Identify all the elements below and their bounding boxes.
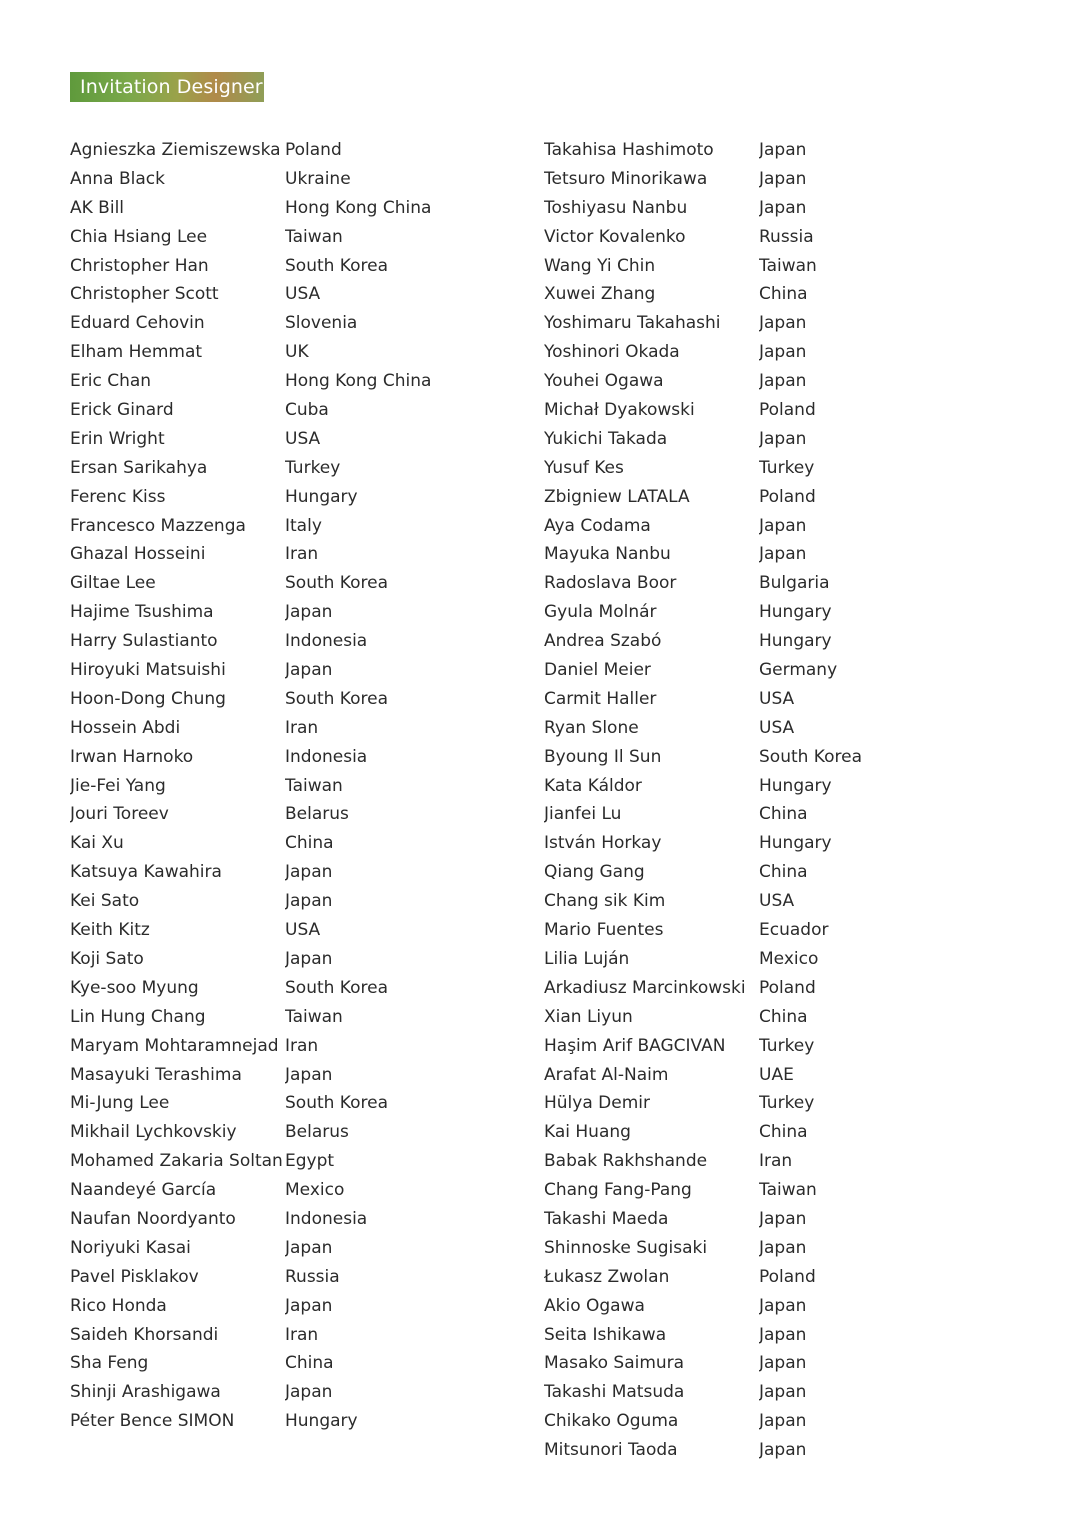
designer-row (544, 338, 959, 367)
designer-name: Maryam Mohtaramnejad (70, 1035, 279, 1056)
designer-country: USA (285, 428, 321, 449)
designer-country: South Korea (285, 573, 389, 594)
designer-row (544, 483, 959, 512)
designer-name: Seita Ishikawa (544, 1324, 667, 1345)
designer-row (70, 309, 485, 338)
designer-country: Hungary (759, 631, 832, 652)
designer-name: Yoshinori Okada (544, 342, 680, 363)
designer-country: Hungary (759, 833, 832, 854)
designer-row (544, 1378, 959, 1407)
designer-country: Japan (759, 1411, 807, 1432)
designer-name: Takashi Maeda (544, 1208, 669, 1229)
designer-country: Poland (759, 977, 816, 998)
designer-row (70, 714, 485, 743)
designer-name: Chia Hsiang Lee (70, 226, 208, 247)
designer-country: Hong Kong China (285, 371, 432, 392)
designer-country: UAE (759, 1064, 794, 1085)
designer-country: Indonesia (285, 631, 368, 652)
designer-row (70, 1205, 485, 1234)
designer-row (70, 829, 485, 858)
designer-row (70, 252, 485, 281)
designer-name: Christopher Han (70, 255, 209, 276)
designer-name: Zbigniew LATALA (544, 486, 690, 507)
designer-row (70, 512, 485, 541)
designer-country: USA (759, 688, 795, 709)
designer-country: Mexico (759, 948, 819, 969)
designer-name: Katsuya Kawahira (70, 862, 222, 883)
designer-row (544, 512, 959, 541)
designer-name: Erick Ginard (70, 400, 174, 421)
designer-name: Anna Black (70, 168, 165, 189)
designer-name: Ersan Sarikahya (70, 457, 208, 478)
designer-country: Taiwan (285, 1006, 343, 1027)
designer-country: Japan (285, 1064, 333, 1085)
designer-row (544, 598, 959, 627)
designer-name: Hossein Abdi (70, 717, 181, 738)
designer-name: Victor Kovalenko (544, 226, 686, 247)
designer-name: Naufan Noordyanto (70, 1208, 236, 1229)
designer-row (544, 772, 959, 801)
designer-country: Turkey (759, 1093, 815, 1114)
designer-name: Saideh Khorsandi (70, 1324, 219, 1345)
designer-row (544, 1321, 959, 1350)
designer-row (544, 829, 959, 858)
designer-row (70, 916, 485, 945)
designer-row (70, 945, 485, 974)
designer-country: Hong Kong China (285, 197, 432, 218)
designer-row (544, 136, 959, 165)
designer-country: Hungary (285, 486, 358, 507)
designer-country: Iran (285, 1324, 319, 1345)
designer-country: UK (285, 342, 309, 363)
designer-name: Kai Huang (544, 1122, 631, 1143)
designer-country: Japan (759, 1324, 807, 1345)
designer-country: USA (285, 284, 321, 305)
designer-row (544, 1061, 959, 1090)
designer-country: USA (759, 717, 795, 738)
designer-row (70, 569, 485, 598)
designer-row (70, 1003, 485, 1032)
designer-row (544, 1234, 959, 1263)
designer-row (70, 1292, 485, 1321)
designer-country: China (759, 862, 808, 883)
designer-row (544, 425, 959, 454)
designer-name: Daniel Meier (544, 660, 651, 681)
designer-name: Takashi Matsuda (544, 1382, 685, 1403)
designer-name: Elham Hemmat (70, 342, 203, 363)
designer-country: China (759, 804, 808, 825)
designer-row (544, 309, 959, 338)
designer-name: Aya Codama (544, 515, 651, 536)
designer-name: Toshiyasu Nanbu (544, 197, 688, 218)
designer-name: Mitsunori Taoda (544, 1440, 678, 1461)
designer-country: Poland (759, 1266, 816, 1287)
designer-row (544, 887, 959, 916)
designer-country: Taiwan (759, 1180, 817, 1201)
designer-row (70, 194, 485, 223)
designer-name: Yoshimaru Takahashi (544, 313, 721, 334)
designer-row (544, 916, 959, 945)
designer-row (544, 1118, 959, 1147)
designer-name: Xian Liyun (544, 1006, 633, 1027)
designer-name: Masayuki Terashima (70, 1064, 242, 1085)
designer-name: Kye-soo Myung (70, 977, 199, 998)
designer-name: Masako Saimura (544, 1353, 685, 1374)
designer-country: Mexico (285, 1180, 345, 1201)
designer-country: Indonesia (285, 746, 368, 767)
designer-row (70, 165, 485, 194)
designer-row (544, 945, 959, 974)
designer-country: Iran (285, 717, 319, 738)
designer-country: Taiwan (759, 255, 817, 276)
designer-row (544, 540, 959, 569)
designer-row (70, 425, 485, 454)
designer-name: Harry Sulastianto (70, 631, 218, 652)
designer-row (544, 1349, 959, 1378)
designer-row (70, 974, 485, 1003)
designer-name: Koji Sato (70, 948, 144, 969)
designer-row (544, 974, 959, 1003)
designer-country: Cuba (285, 400, 329, 421)
designer-name: Irwan Harnoko (70, 746, 194, 767)
designer-country: Poland (759, 400, 816, 421)
designer-row (70, 223, 485, 252)
designer-country: Japan (759, 342, 807, 363)
designer-country: Indonesia (285, 1208, 368, 1229)
designer-row (70, 1032, 485, 1061)
designer-country: Turkey (285, 457, 341, 478)
designer-row (70, 396, 485, 425)
designer-row (544, 165, 959, 194)
designer-name: Mikhail Lychkovskiy (70, 1122, 237, 1143)
designer-row (70, 1061, 485, 1090)
designer-row (70, 1176, 485, 1205)
designer-country: Egypt (285, 1151, 335, 1172)
designer-row (544, 1436, 959, 1465)
designer-country: Germany (759, 660, 838, 681)
designer-country: South Korea (759, 746, 863, 767)
designer-name: Arafat Al-Naim (544, 1064, 669, 1085)
designer-country: Slovenia (285, 313, 358, 334)
designer-name: Sha Feng (70, 1353, 149, 1374)
designer-row (544, 858, 959, 887)
designer-row (544, 396, 959, 425)
designer-name: Wang Yi Chin (544, 255, 656, 276)
designer-row (70, 743, 485, 772)
designer-row (544, 743, 959, 772)
designer-row (70, 367, 485, 396)
designer-row (70, 280, 485, 309)
designer-name: Giltae Lee (70, 573, 156, 594)
designer-name: Xuwei Zhang (544, 284, 656, 305)
designer-country: Japan (285, 1295, 333, 1316)
designer-name: Carmit Haller (544, 688, 657, 709)
designer-country: Japan (759, 168, 807, 189)
designer-name: Haşim Arif BAGCIVAN (544, 1035, 726, 1056)
designer-name: Yukichi Takada (544, 428, 668, 449)
designer-name: Radoslava Boor (544, 573, 677, 594)
designer-name: Chang Fang-Pang (544, 1180, 692, 1201)
designer-country: Iran (759, 1151, 793, 1172)
designer-name: Tetsuro Minorikawa (544, 168, 708, 189)
designer-country: Japan (759, 1208, 807, 1229)
designer-row (70, 1089, 485, 1118)
designer-name: Byoung Il Sun (544, 746, 662, 767)
designer-name: Péter Bence SIMON (70, 1411, 235, 1432)
designer-country: Russia (759, 226, 814, 247)
designer-country: South Korea (285, 255, 389, 276)
designer-list-right (544, 136, 959, 1465)
designer-row (544, 685, 959, 714)
designer-country: China (759, 1122, 808, 1143)
designer-row (70, 1234, 485, 1263)
designer-country: Japan (285, 862, 333, 883)
designer-name: Francesco Mazzenga (70, 515, 246, 536)
designer-name: Kei Sato (70, 891, 140, 912)
designer-name: Michał Dyakowski (544, 400, 695, 421)
designer-country: Iran (285, 1035, 319, 1056)
designer-country: Hungary (759, 775, 832, 796)
designer-row (544, 1003, 959, 1032)
designer-row (70, 656, 485, 685)
designer-name: Arkadiusz Marcinkowski (544, 977, 746, 998)
designer-name: Naandeyé García (70, 1180, 217, 1201)
designer-row (544, 1292, 959, 1321)
designer-country: Ecuador (759, 920, 829, 941)
designer-row (544, 627, 959, 656)
designer-country: China (759, 1006, 808, 1027)
designer-name: Babak Rakhshande (544, 1151, 708, 1172)
designer-country: USA (759, 891, 795, 912)
designer-row (70, 483, 485, 512)
designer-country: Japan (759, 1237, 807, 1258)
designer-country: Turkey (759, 457, 815, 478)
designer-country: Japan (285, 891, 333, 912)
designer-row (544, 194, 959, 223)
designer-name: Jouri Toreev (70, 804, 169, 825)
designer-name: Yusuf Kes (544, 457, 624, 478)
designer-country: Turkey (759, 1035, 815, 1056)
designer-country: South Korea (285, 1093, 389, 1114)
designer-row (70, 1263, 485, 1292)
designer-row (544, 1176, 959, 1205)
designer-country: Taiwan (285, 226, 343, 247)
designer-name: Mario Fuentes (544, 920, 664, 941)
designer-row (70, 772, 485, 801)
designer-name: Eduard Cehovin (70, 313, 205, 334)
designer-list-left (70, 136, 485, 1436)
designer-name: Lin Hung Chang (70, 1006, 206, 1027)
designer-row (544, 1032, 959, 1061)
designer-country: Poland (759, 486, 816, 507)
designer-name: Lilia Luján (544, 948, 630, 969)
designer-country: USA (285, 920, 321, 941)
designer-country: China (285, 833, 334, 854)
section-title-badge: Invitation Designer (70, 72, 264, 102)
designer-name: Hülya Demir (544, 1093, 650, 1114)
designer-name: Rico Honda (70, 1295, 167, 1316)
designer-row (544, 454, 959, 483)
designer-country: Bulgaria (759, 573, 830, 594)
designer-row (544, 1263, 959, 1292)
designer-name: Eric Chan (70, 371, 152, 392)
designer-country: Japan (759, 371, 807, 392)
designer-name: Youhei Ogawa (544, 371, 664, 392)
designer-country: China (285, 1353, 334, 1374)
designer-name: Ryan Slone (544, 717, 639, 738)
designer-name: AK Bill (70, 197, 125, 218)
designer-country: Japan (285, 948, 333, 969)
designer-row (544, 656, 959, 685)
designer-row (544, 1147, 959, 1176)
designer-row (70, 1147, 485, 1176)
designer-name: István Horkay (544, 833, 662, 854)
designer-row (544, 223, 959, 252)
designer-country: Poland (285, 140, 342, 160)
designer-row (544, 367, 959, 396)
designer-country: Taiwan (285, 775, 343, 796)
designer-row (70, 338, 485, 367)
designer-country: Japan (285, 1382, 333, 1403)
designer-name: Hoon-Dong Chung (70, 688, 226, 709)
designer-country: Japan (285, 602, 333, 623)
designer-country: Belarus (285, 804, 349, 825)
designer-country: Japan (759, 544, 807, 565)
designer-row (544, 1089, 959, 1118)
designer-row (544, 1407, 959, 1436)
designer-country: Japan (759, 1382, 807, 1403)
designer-country: Japan (759, 1295, 807, 1316)
designer-country: China (759, 284, 808, 305)
designer-name: Shinnoske Sugisaki (544, 1237, 708, 1258)
designer-name: Shinji Arashigawa (70, 1382, 221, 1403)
designer-country: Japan (759, 1353, 807, 1374)
designer-row (544, 252, 959, 281)
designer-country: Japan (759, 515, 807, 536)
designer-row (70, 858, 485, 887)
designer-name: Mayuka Nanbu (544, 544, 671, 565)
designer-country: Japan (759, 140, 807, 160)
designer-country: Japan (285, 1237, 333, 1258)
designer-name: Jie-Fei Yang (70, 775, 166, 796)
designer-name: Łukasz Zwolan (544, 1266, 670, 1287)
designer-name: Kai Xu (70, 833, 124, 854)
designer-row (544, 800, 959, 829)
designer-row (70, 800, 485, 829)
designer-name: Hiroyuki Matsuishi (70, 660, 226, 681)
designer-name: Chang sik Kim (544, 891, 666, 912)
designer-name: Akio Ogawa (544, 1295, 645, 1316)
designer-row (70, 1349, 485, 1378)
designer-row (544, 714, 959, 743)
designer-country: Japan (285, 660, 333, 681)
designer-country: Iran (285, 544, 319, 565)
designer-name: Keith Kitz (70, 920, 150, 941)
designer-name: Kata Káldor (544, 775, 642, 796)
designer-country: South Korea (285, 977, 389, 998)
designer-name: Takahisa Hashimoto (544, 140, 714, 160)
designer-name: Qiang Gang (544, 862, 645, 883)
designer-name: Pavel Pisklakov (70, 1266, 199, 1287)
designer-name: Erin Wright (70, 428, 165, 449)
designer-name: Mohamed Zakaria Soltan (70, 1151, 283, 1172)
designer-row (70, 136, 485, 165)
designer-name: Ferenc Kiss (70, 486, 166, 507)
designer-row (70, 1118, 485, 1147)
designer-name: Mi-Jung Lee (70, 1093, 170, 1114)
designer-country: Russia (285, 1266, 340, 1287)
designer-name: Gyula Molnár (544, 602, 657, 623)
designer-row (70, 1407, 485, 1436)
designer-row (70, 540, 485, 569)
designer-row (70, 685, 485, 714)
designer-name: Hajime Tsushima (70, 602, 214, 623)
designer-name: Christopher Scott (70, 284, 219, 305)
designer-name: Chikako Oguma (544, 1411, 679, 1432)
designer-row (544, 1205, 959, 1234)
designer-country: Japan (759, 313, 807, 334)
designer-name: Andrea Szabó (544, 631, 662, 652)
designer-name: Jianfei Lu (544, 804, 622, 825)
designer-country: Japan (759, 428, 807, 449)
designer-country: South Korea (285, 688, 389, 709)
designer-name: Noriyuki Kasai (70, 1237, 191, 1258)
designer-row (70, 1378, 485, 1407)
designer-row (70, 627, 485, 656)
designer-country: Ukraine (285, 168, 351, 189)
designer-country: Hungary (759, 602, 832, 623)
designer-row (544, 280, 959, 309)
designer-row (70, 598, 485, 627)
designer-name: Agnieszka Ziemiszewska (70, 140, 281, 160)
designer-country: Belarus (285, 1122, 349, 1143)
designer-country: Hungary (285, 1411, 358, 1432)
designer-country: Italy (285, 515, 322, 536)
designer-row (70, 1321, 485, 1350)
designer-row (544, 569, 959, 598)
designer-country: Japan (759, 1440, 807, 1461)
designer-row (70, 887, 485, 916)
designer-name: Ghazal Hosseini (70, 544, 206, 565)
designer-row (70, 454, 485, 483)
designer-country: Japan (759, 197, 807, 218)
